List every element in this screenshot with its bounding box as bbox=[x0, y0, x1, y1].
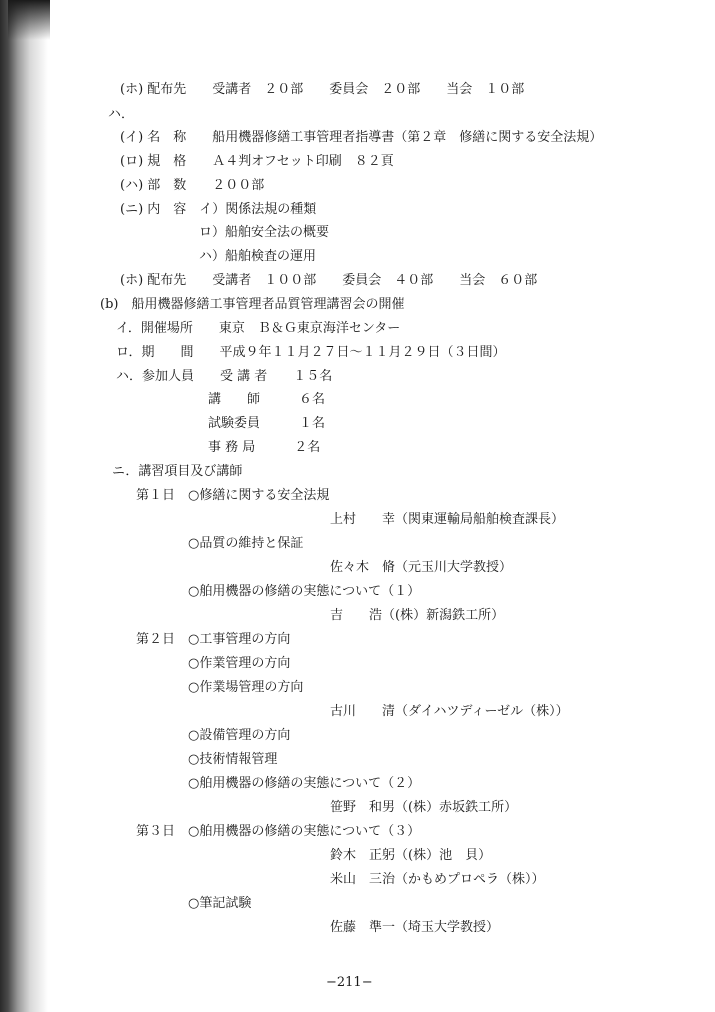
text-line: ハ．参加人員 受 講 者 １５名 bbox=[116, 369, 333, 384]
text-line: ○作業管理の方向 bbox=[188, 656, 291, 671]
book-spine-shadow bbox=[0, 0, 48, 1012]
text-line: (ニ) 内 容 イ）関係法規の種類 bbox=[120, 202, 317, 217]
text-line: (ハ) 部 数 ２００部 bbox=[120, 178, 265, 193]
text-line: ○品質の維持と保証 bbox=[188, 536, 304, 551]
text-line: (ロ) 規 格 Ａ４判オフセット印刷 ８２頁 bbox=[120, 154, 394, 169]
text-line: ロ．期 間 平成９年１１月２７日〜１１月２９日（３日間） bbox=[116, 345, 506, 360]
text-line: 第３日 ○舶用機器の修繕の実態について（３） bbox=[136, 824, 421, 839]
text-line: (ホ) 配布先 受講者 １００部 委員会 ４０部 当会 ６０部 bbox=[120, 273, 538, 288]
text-line: ハ． bbox=[108, 107, 135, 122]
text-line: 講 師 ６名 bbox=[208, 392, 326, 407]
page-number: −211− bbox=[326, 975, 373, 990]
lecturer-line: 米山 三治（かもめプロペラ（株）） bbox=[330, 872, 545, 887]
text-line: イ．開催場所 東京 Ｂ＆Ｇ東京海洋センター bbox=[116, 321, 401, 336]
text-line: 第１日 ○修繕に関する安全法規 bbox=[136, 488, 330, 503]
text-line: 試験委員 １名 bbox=[208, 416, 326, 431]
text-line: ○作業場管理の方向 bbox=[188, 680, 304, 695]
text-line: ○筆記試験 bbox=[188, 896, 252, 911]
book-corner-shadow bbox=[8, 0, 50, 40]
text-line: ○設備管理の方向 bbox=[188, 728, 291, 743]
lecturer-line: 上村 幸（関東運輸局船舶検査課長） bbox=[330, 512, 565, 527]
text-line: ロ）船舶安全法の概要 bbox=[199, 225, 330, 240]
lecturer-line: 佐々木 脩（元玉川大学教授） bbox=[330, 560, 513, 575]
section-heading: (b) 船用機器修繕工事管理者品質管理講習会の開催 bbox=[100, 297, 405, 312]
text-line: ニ．講習項目及び講師 bbox=[112, 464, 243, 479]
lecturer-line: 吉 浩（(株）新潟鉄工所） bbox=[330, 608, 505, 623]
text-line: (ホ) 配布先 受講者 ２０部 委員会 ２０部 当会 １０部 bbox=[120, 82, 525, 97]
text-line: ○舶用機器の修繕の実態について（２） bbox=[188, 776, 421, 791]
text-line: ○技術情報管理 bbox=[188, 752, 278, 767]
lecturer-line: 笹野 和男（(株）赤坂鉄工所） bbox=[330, 800, 518, 815]
text-line: 事 務 局 ２名 bbox=[208, 440, 321, 455]
text-line: ハ）船舶検査の運用 bbox=[199, 249, 317, 264]
text-line: ○舶用機器の修繕の実態について（１） bbox=[188, 584, 421, 599]
lecturer-line: 古川 清（ダイハツディーゼル（株）） bbox=[330, 704, 569, 719]
lecturer-line: 佐藤 準一（埼玉大学教授） bbox=[330, 920, 500, 935]
lecturer-line: 鈴木 正躬（(株）池 貝） bbox=[330, 848, 492, 863]
text-line: (イ) 名 称 船用機器修繕工事管理者指導書（第２章 修繕に関する安全法規） bbox=[120, 130, 603, 145]
text-line: 第２日 ○工事管理の方向 bbox=[136, 632, 291, 647]
